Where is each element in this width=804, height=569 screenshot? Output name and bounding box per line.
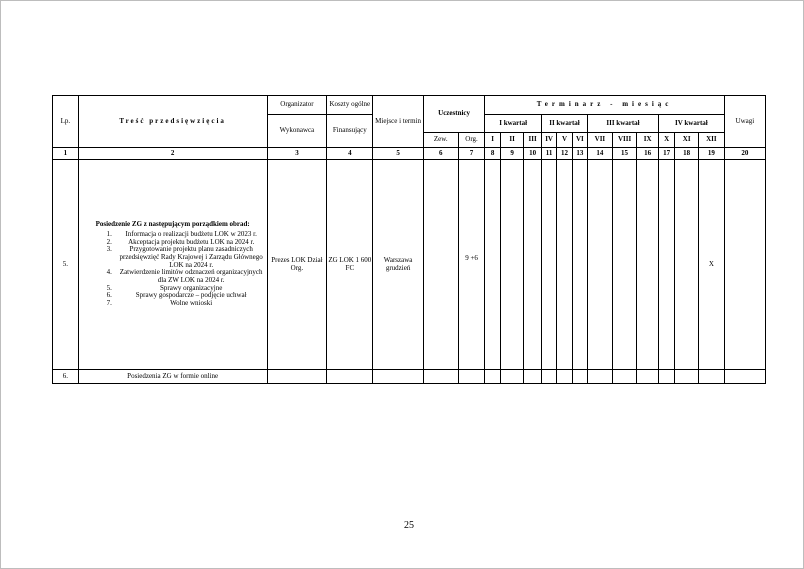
page-number: 25 [404,520,414,531]
column-number: 14 [588,148,613,160]
column-number: 20 [724,148,765,160]
column-number: 16 [637,148,659,160]
empty-cell [373,370,423,384]
table-row [53,370,766,384]
list-item: 5. Sprawy organizacyjne [114,285,267,293]
month-cell [524,160,541,370]
header-month-2: II [500,133,524,148]
empty-cell [698,370,724,384]
month-cell [658,160,674,370]
list-item: 2. Akceptacja projektu budżetu LOK na 2024 r. [114,239,267,247]
month-cell [588,160,613,370]
column-number: 5 [373,148,423,160]
column-number: 6 [423,148,458,160]
column-number: 1 [53,148,79,160]
month-cell [541,160,556,370]
column-number: 3 [267,148,327,160]
list-item: 4. Zatwierdzenie limitów odznaczeń organizacyjnych dla ZW LOK na 2024 r. [114,269,267,284]
header-month-6: VI [572,133,587,148]
row-finansujacy: ZG LOK 1 600 FC [327,160,373,370]
header-quarter-2: II kwartał [541,115,587,133]
table-row [53,160,766,370]
empty-cell [524,370,541,384]
column-number: 18 [675,148,699,160]
header-miejsce: Miejsce i termin [373,96,423,148]
month-cell [675,160,699,370]
column-number: 8 [485,148,500,160]
header-uwagi: Uwagi [724,96,765,148]
column-number: 15 [612,148,637,160]
column-number: 11 [541,148,556,160]
header-month-10: X [658,133,674,148]
empty-cell [675,370,699,384]
header-month-1: I [485,133,500,148]
row-uwagi [724,160,765,370]
column-number: 10 [524,148,541,160]
header-org: Org. [458,133,485,148]
empty-cell [327,370,373,384]
empty-cell [557,370,572,384]
empty-cell [500,370,524,384]
agenda-list [79,231,267,308]
header-month-4: IV [541,133,556,148]
column-number: 19 [698,148,724,160]
header-organizator: Organizator [267,96,327,115]
column-number: 17 [658,148,674,160]
list-item: 1. Informacja o realizacji budżetu LOK w 2023 r. [114,231,267,239]
empty-cell [658,370,674,384]
column-number: 12 [557,148,572,160]
column-number: 9 [500,148,524,160]
header-month-7: VII [588,133,613,148]
row-lp: 5. [53,160,79,370]
empty-cell [423,370,458,384]
row-org: 9 +6 [458,160,485,370]
column-number: 2 [78,148,267,160]
header-quarter-3: III kwartał [588,115,659,133]
header-quarter-4: IV kwartał [658,115,724,133]
header-month-12: XII [698,133,724,148]
column-number: 13 [572,148,587,160]
row-lp: 6. [53,370,79,384]
empty-cell [541,370,556,384]
row-miejsce: Warszawa grudzień [373,160,423,370]
header-month-11: XI [675,133,699,148]
empty-cell [572,370,587,384]
header-quarter-1: I kwartał [485,115,541,133]
row-tresc [78,160,267,370]
column-number: 4 [327,148,373,160]
plan-table [52,95,766,384]
row-organizator: Prezes LOK Dział Org. [267,160,327,370]
header-lp: Lp. [53,96,79,148]
month-cell [485,160,500,370]
row-title: Posiedzenie ZG z następującym porządkiem obrad: [95,220,250,229]
header-zew: Zew. [423,133,458,148]
month-cell [557,160,572,370]
empty-cell [637,370,659,384]
row-zew [423,160,458,370]
month-cell [572,160,587,370]
header-month-8: VIII [612,133,637,148]
header-month-9: IX [637,133,659,148]
list-item: 3. Przygotowanie projektu planu zasadniczych przedsięwzięć Rady Krajowej i Zarządu Głównego LOK na 2024 r. [114,246,267,269]
column-number-row [53,148,766,160]
empty-cell [267,370,327,384]
month-cell [500,160,524,370]
empty-cell [458,370,485,384]
header-koszty: Koszty ogólne [327,96,373,115]
header-terminarz: Terminarz - miesiąc [485,96,724,115]
list-item: 7. Wolne wnioski [114,300,267,308]
header-month-5: V [557,133,572,148]
header-wykonawca: Wykonawca [267,115,327,148]
header-uczestnicy: Uczestnicy [423,96,485,133]
column-number: 7 [458,148,485,160]
row-tresc: Posiedzenia ZG w formie online [78,370,267,384]
month-mark: X [698,160,724,370]
month-cell [612,160,637,370]
empty-cell [612,370,637,384]
header-finansujacy: Finansujący [327,115,373,148]
empty-cell [724,370,765,384]
month-cell [637,160,659,370]
header-tresc: Treść przedsięwzięcia [78,96,267,148]
empty-cell [485,370,500,384]
list-item: 6. Sprawy gospodarcze – podjęcie uchwał [114,292,267,300]
header-month-3: III [524,133,541,148]
empty-cell [588,370,613,384]
